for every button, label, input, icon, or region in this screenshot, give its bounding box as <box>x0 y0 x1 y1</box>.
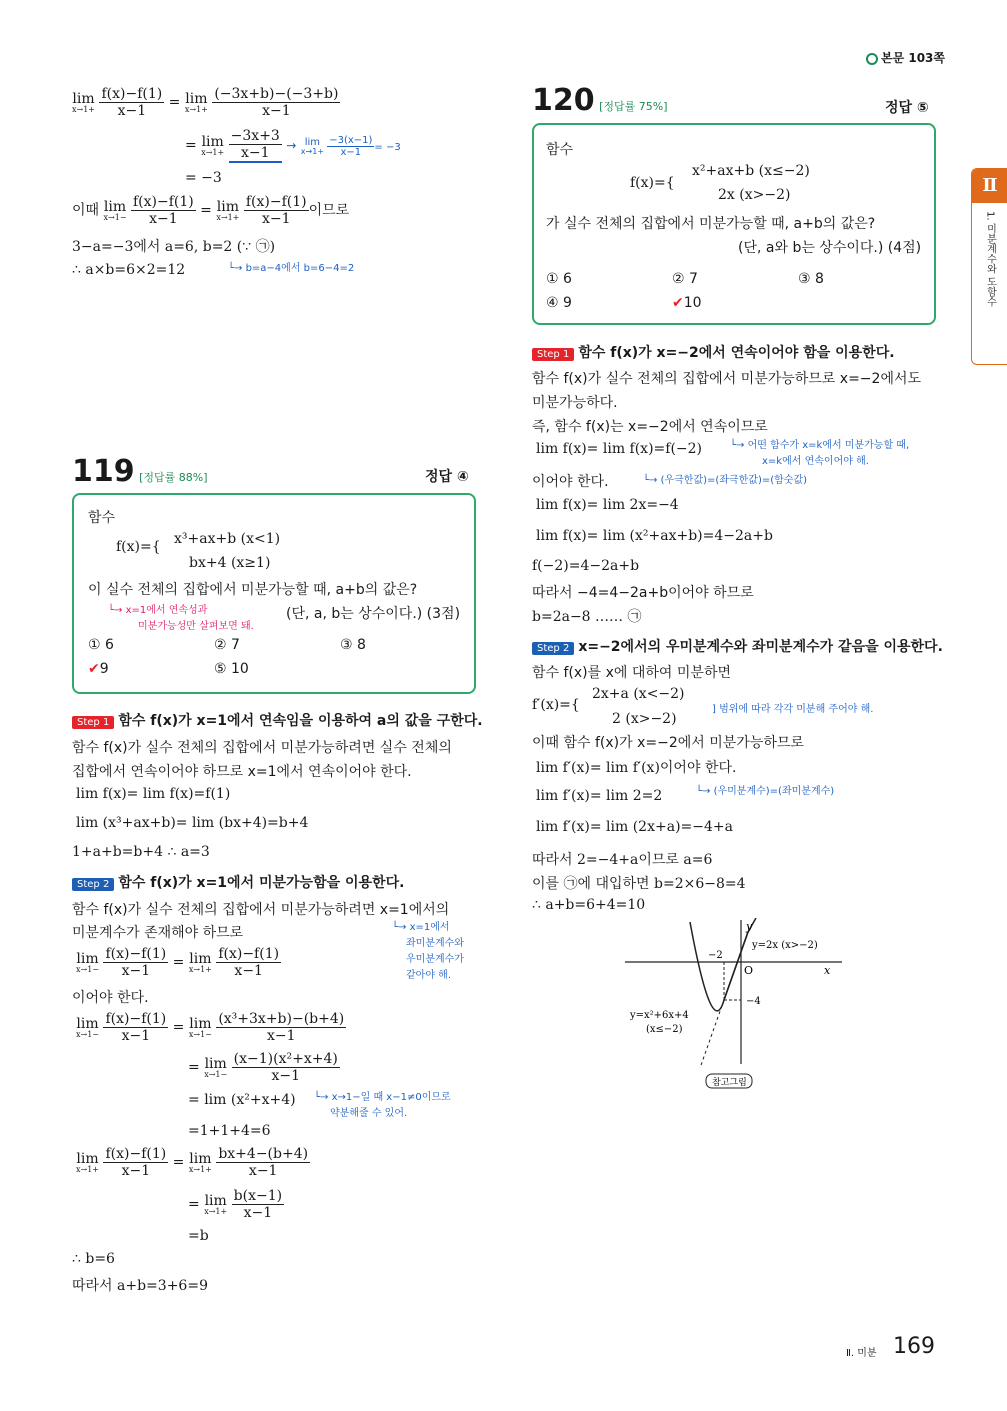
x-label: x <box>824 964 831 977</box>
top-note: └→ b=a−4에서 b=6−4=2 <box>228 263 355 274</box>
footer-section: Ⅱ. 미분 <box>846 1348 877 1359</box>
problem-119-answer: 정답 ④ <box>425 469 469 485</box>
side-tab <box>971 168 1007 365</box>
side-tab-chapter: 1. 미분계수와 도함수 <box>984 211 996 307</box>
curve-label: y=x²+6x+4 <box>630 1010 689 1021</box>
top-line-6: ∴ a×b=6×2=12 <box>72 262 186 278</box>
problem-120-answer: 정답 ⑤ <box>885 100 929 116</box>
page-number: 169 <box>893 1334 935 1359</box>
y-label: y <box>746 920 753 933</box>
top-line-4: 이때 lim x→1− $\frac{f(x)-f(1)}{x-1}$ = lim x→1+ $\frac{f(x)-f(1)}{x-1}$ 이므로 <box>72 194 350 227</box>
problem-119-question: 이 실수 전체의 집합에서 미분가능할 때, a+b의 값은? <box>88 582 418 598</box>
p119-step2-title: Step 2 함수 f(x)가 x=1에서 미분가능함을 이용한다. <box>72 872 404 892</box>
reference-graph <box>620 918 850 1090</box>
choice-correct: ✔9 <box>88 661 109 677</box>
p119-step1-title: Step 1 함수 f(x)가 x=1에서 연속임을 이용하여 a의 값을 구한다. <box>72 710 483 730</box>
tick-minus4: −4 <box>746 996 761 1007</box>
problem-120-box: 함수 f(x)={ x²+ax+b (x≤−2) 2x (x>−2) 가 실수 전체의 집합에서 미분가능할 때, a+b의 값은? (단, a와 b는 상수이다.) (4점) ① 6 ② 7 ③ 8 ④ 9 ✔10 <box>532 123 936 325</box>
origin-label: O <box>744 964 754 977</box>
caption: 참고그림 <box>712 1078 747 1088</box>
circle-icon <box>866 53 878 65</box>
problem-119-header: 119 [정답률 88%] <box>72 454 208 489</box>
curve-range: (x≤−2) <box>646 1024 683 1035</box>
tick-minus2: −2 <box>708 950 723 961</box>
top-line-2: = lim x→1+ $\frac{-3x+3}{x-1}$ → lim x→1+ $\frac{-3(x-1)}{x-1}$ = −3 <box>185 128 401 161</box>
side-tab-roman: Ⅱ <box>972 169 1007 203</box>
problem-119-box: 함수 f(x)={ x³+ax+b (x<1) bx+4 (x≥1) 이 실수 전체의 집합에서 미분가능할 때, a+b의 값은? └→ x=1에서 연속성과 미분가능성만 살펴보면 돼. (단, a, b는 상수이다.) (3점) ① 6 ② 7 ③ 8 ✔9 ⑤ 10 <box>72 493 476 694</box>
page-ref: 본문 103쪽 <box>866 49 945 66</box>
line-label: y=2x (x>−2) <box>752 940 818 951</box>
check-icon: ✔ <box>88 661 100 677</box>
p119-step2-note: └→ x=1에서 좌미분계수와 우미분계수가 같아야 해. <box>392 922 464 981</box>
problem-120-header: 120 [정답률 75%] <box>532 83 668 118</box>
choice-correct: ✔10 <box>672 295 702 311</box>
curve <box>690 922 748 1011</box>
top-line-5: 3−a=−3에서 a=6, b=2 (∵ ㉠) <box>72 239 276 255</box>
check-icon: ✔ <box>672 295 684 311</box>
top-line-1: lim x→1+ $\frac{f(x)-f(1)}{x-1}$ = lim x→1+ $\frac{(-3x+b)-(-3+b)}{x-1}$ <box>72 86 339 119</box>
top-line-3: = −3 <box>185 170 222 186</box>
